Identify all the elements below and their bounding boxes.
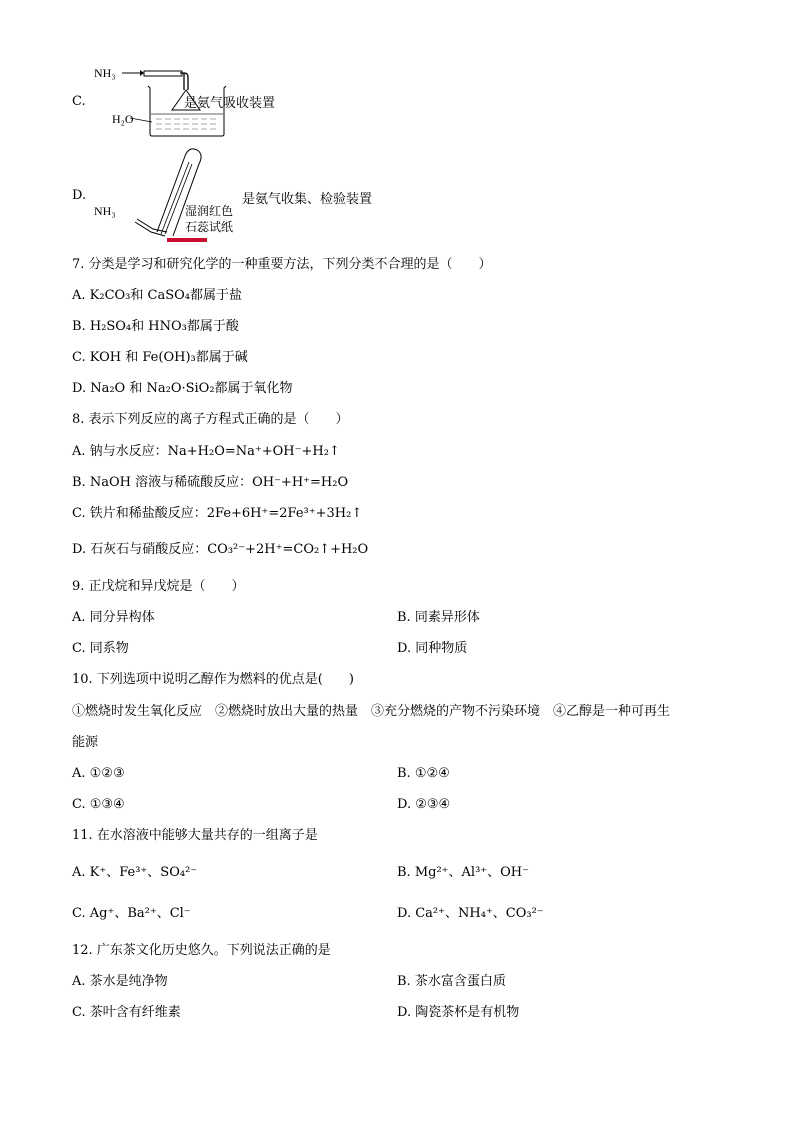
q8-option-d: D. 石灰石与硝酸反应：CO₃²⁻+2H⁺=CO₂↑+H₂O <box>72 542 369 557</box>
q9-option-d: D. 同种物质 <box>397 641 468 656</box>
q12-option-c: C. 茶叶含有纤维素 <box>72 1005 181 1020</box>
q7-option-a: A. K₂CO₃和 CaSO₄都属于盐 <box>72 288 242 303</box>
litmus-label-line2: 石蕊试纸 <box>185 220 234 234</box>
q10-stem: 10. 下列选项中说明乙醇作为燃料的优点是( ) <box>72 672 354 687</box>
q10-option-c: C. ①③④ <box>72 797 125 812</box>
q10-desc-line2: 能源 <box>72 735 99 750</box>
q7-option-b: B. H₂SO₄和 HNO₃都属于酸 <box>72 319 239 334</box>
q11-option-a: A. K⁺、Fe³⁺、SO₄²⁻ <box>72 865 198 880</box>
q7-option-c: C. KOH 和 Fe(OH)₃都属于碱 <box>72 350 248 365</box>
q10-desc-line1: ①燃烧时发生氧化反应 ②燃烧时放出大量的热量 ③充分燃烧的产物不污染环境 ④乙醇是一种可再生 <box>72 704 671 719</box>
q12-option-d: D. 陶瓷茶杯是有机物 <box>397 1005 520 1020</box>
q11-option-c: C. Ag⁺、Ba²⁺、Cl⁻ <box>72 906 191 921</box>
q12-option-b: B. 茶水富含蛋白质 <box>397 974 506 989</box>
q9-stem: 9. 正戊烷和异戊烷是（ ） <box>72 579 245 594</box>
q8-option-a: A. 钠与水反应：Na+H₂O=Na⁺+OH⁻+H₂↑ <box>72 444 340 459</box>
q8-option-b: B. NaOH 溶液与稀硫酸反应：OH⁻+H⁺=H₂O <box>72 475 349 490</box>
q7-option-d: D. Na₂O 和 Na₂O·SiO₂都属于氧化物 <box>72 381 293 396</box>
litmus-label-line1: 湿润红色 <box>185 204 234 218</box>
nh3-label: NH₃ <box>94 66 116 80</box>
figure-d-caption: 是氨气收集、检验装置 <box>242 192 373 207</box>
figure-c-caption: 是氨气吸收装置 <box>184 96 276 111</box>
q11-option-d: D. Ca²⁺、NH₄⁺、CO₃²⁻ <box>397 906 544 921</box>
q9-option-b: B. 同素异形体 <box>397 610 480 625</box>
q12-option-a: A. 茶水是纯净物 <box>72 974 168 989</box>
q11-stem: 11. 在水溶液中能够大量共存的一组离子是 <box>72 828 318 843</box>
option-c-letter: C. <box>72 94 86 109</box>
q10-option-a: A. ①②③ <box>72 766 125 781</box>
h2o-label: H₂O <box>112 112 134 126</box>
nh3-label-d: NH₃ <box>94 204 116 218</box>
q8-option-c: C. 铁片和稀盐酸反应：2Fe+6H⁺=2Fe³⁺+3H₂↑ <box>72 506 363 521</box>
q9-option-a: A. 同分异构体 <box>72 610 155 625</box>
q10-option-d: D. ②③④ <box>397 797 451 812</box>
figure-d-ammonia-collection <box>72 144 392 249</box>
option-d-letter: D. <box>72 188 87 203</box>
q7-stem: 7. 分类是学习和研究化学的一种重要方法，下列分类不合理的是（ ） <box>72 257 492 272</box>
figure-c-ammonia-absorption <box>72 62 312 142</box>
q9-option-c: C. 同系物 <box>72 641 129 656</box>
q11-option-b: B. Mg²⁺、Al³⁺、OH⁻ <box>397 865 529 880</box>
q8-stem: 8. 表示下列反应的离子方程式正确的是（ ） <box>72 412 349 427</box>
q10-option-b: B. ①②④ <box>397 766 450 781</box>
q12-stem: 12. 广东茶文化历史悠久。下列说法正确的是 <box>72 943 331 958</box>
